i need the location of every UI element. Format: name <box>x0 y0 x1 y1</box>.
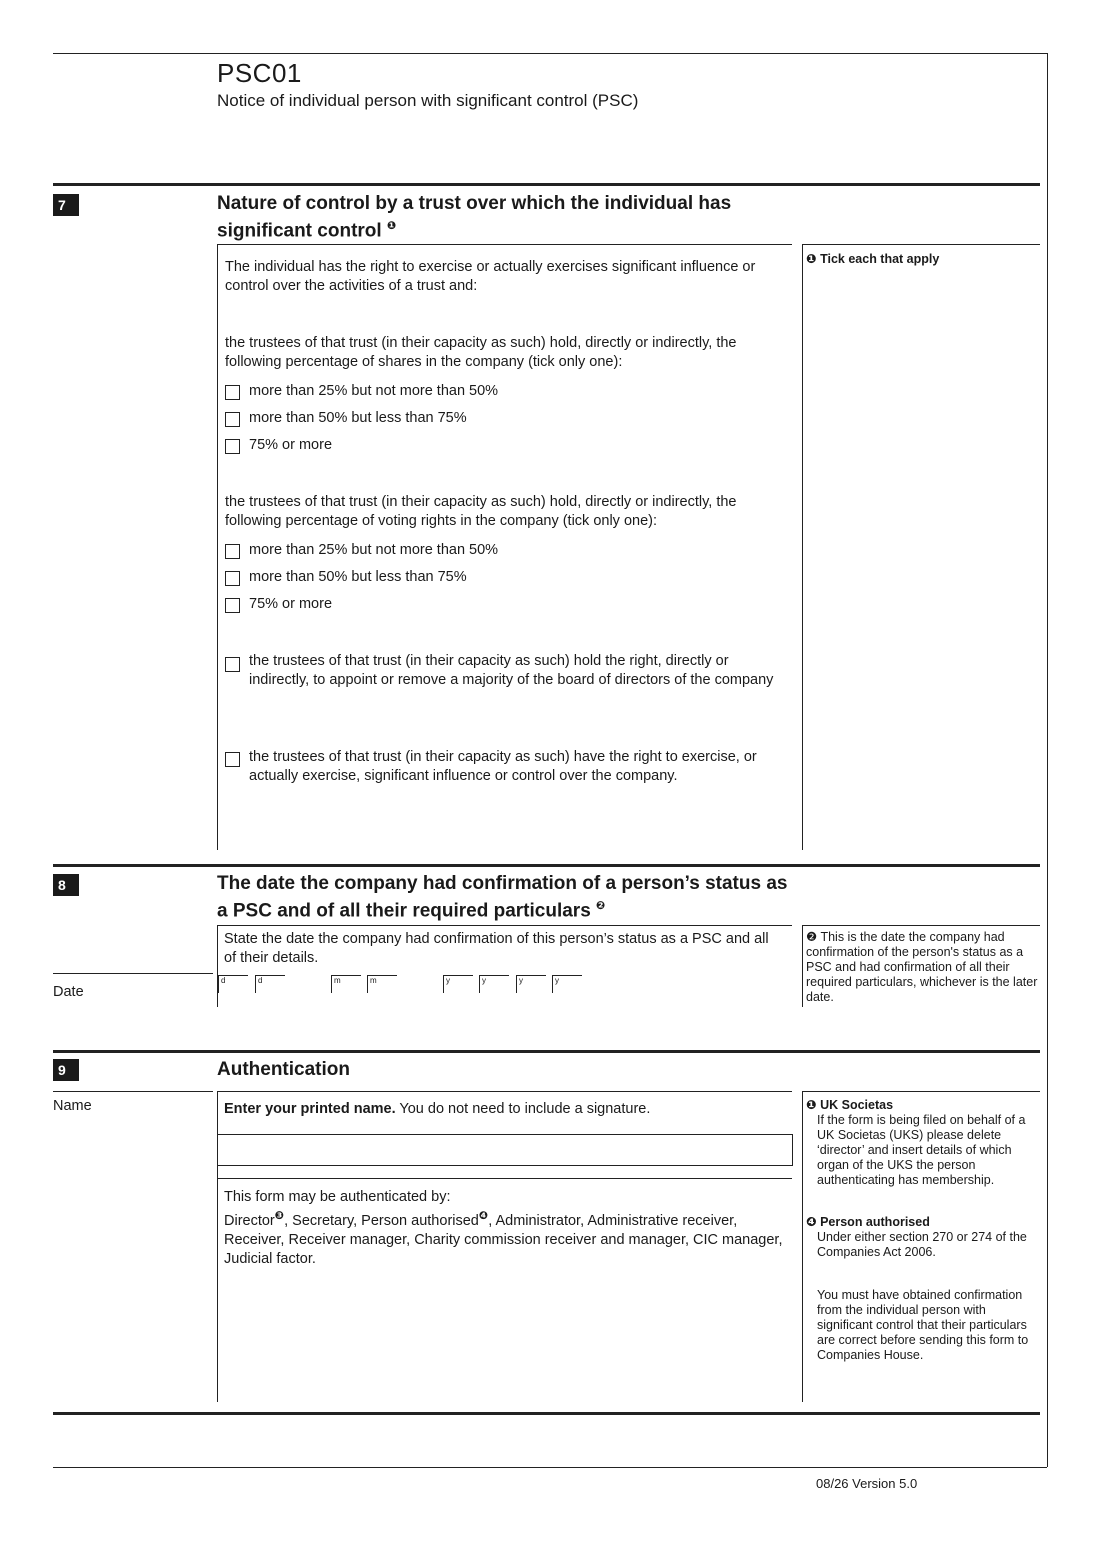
voting-75-plus-label: 75% or more <box>249 596 333 612</box>
voting-75-plus-checkbox[interactable] <box>225 598 240 613</box>
section-8-rule <box>53 864 1040 867</box>
section-8-number: 8 <box>53 874 79 896</box>
voting-50-75-checkbox[interactable] <box>225 571 240 586</box>
auth-list: Director$^❸$, Secretary, Person authorised$^❹$, Administrator, Administrative receiver, Receiver, Receiver manager, Charity commission receiver and manager, CIC manager, Judicial factor. <box>224 1210 783 1267</box>
date-day-1[interactable]: d <box>218 975 248 993</box>
section-7-content-rule <box>217 244 792 245</box>
date-year-2[interactable]: y <box>479 975 509 993</box>
section-8-note-rule <box>802 925 1040 926</box>
shares-50-75-label: more than 50% but less than 75% <box>249 410 467 426</box>
section-9-bottom-rule <box>53 1412 1040 1415</box>
date-label-rule <box>53 973 213 974</box>
section-8-note-border <box>802 925 803 1007</box>
section-8-side-note: ❷ This is the date the company had confirmation of the person's status as a PSC and had confirmation of all their required particulars, whichever is the later date. <box>806 930 1038 1004</box>
note-1-marker: ❶ <box>386 220 397 232</box>
voting-25-50-label: more than 25% but not more than 50% <box>249 542 499 558</box>
section-9-rule <box>53 1050 1040 1053</box>
section-7-title: Nature of control by a trust over which the individual has significant control $^❶$ <box>217 193 732 242</box>
auth-intro: This form may be authenticated by: <box>224 1189 451 1205</box>
right-rule <box>1047 53 1048 1467</box>
voting-50-75-label: more than 50% but less than 75% <box>249 569 467 585</box>
version-footer: 08/26 Version 5.0 <box>816 1476 918 1491</box>
bottom-rule <box>53 1467 1047 1468</box>
person-authorised-note: ❹ Person authorised Under either section 270 or 274 of the Companies Act 2006. <box>806 1215 1027 1259</box>
section-7-number: 7 <box>53 194 79 216</box>
name-label-rule <box>53 1091 213 1092</box>
section-8-instruction: State the date the company had confirmation of this person’s status as a PSC and all of their details. <box>224 931 769 966</box>
date-month-2[interactable]: m <box>367 975 397 993</box>
section-7-note-border <box>802 244 803 850</box>
voting-25-50-checkbox[interactable] <box>225 544 240 559</box>
section-7-note-rule <box>802 244 1040 245</box>
printed-name-input[interactable] <box>217 1134 793 1166</box>
significant-influence-label: the trustees of that trust (in their capacity as such) have the right to exercise, or actually exercise, significant influence or control over the company. <box>249 749 757 784</box>
section-9-note-rule <box>802 1091 1040 1092</box>
shares-50-75-checkbox[interactable] <box>225 412 240 427</box>
section-7-side-note: ❶ Tick each that apply <box>806 252 940 266</box>
uk-societas-note: ❶ UK Societas If the form is being filed on behalf of a UK Societas (UKS) please delete ‘director’ and insert details of which organ of the UKS the person authenticating has membership. <box>806 1098 1026 1187</box>
shares-75-plus-label: 75% or more <box>249 437 333 453</box>
section-9-title: Authentication <box>217 1059 350 1080</box>
section-9-note-border <box>802 1091 803 1402</box>
top-rule <box>53 53 1047 54</box>
section-8-title: The date the company had confirmation of a person’s status as a PSC and of all their required particulars $^❷$ <box>217 873 788 922</box>
note-2-marker: ❷ <box>596 900 606 912</box>
confirmation-note: You must have obtained confirmation from the individual person with significant control that their particulars are correct before sending this form to Companies House. <box>817 1288 1029 1362</box>
section-9-content-rule <box>217 1091 792 1092</box>
section-8-left-border <box>217 925 218 1007</box>
shares-25-50-label: more than 25% but not more than 50% <box>249 383 499 399</box>
section-8-content-rule <box>217 925 792 926</box>
form-code: PSC01 <box>217 58 302 88</box>
note-4-marker: ❹ <box>478 1210 489 1222</box>
note-3-marker: ❸ <box>274 1210 285 1222</box>
appoint-directors-checkbox[interactable] <box>225 657 240 672</box>
section-7-rule <box>53 183 1040 186</box>
date-year-4[interactable]: y <box>552 975 582 993</box>
date-month-1[interactable]: m <box>331 975 361 993</box>
form-title: Notice of individual person with significant control (PSC) <box>217 91 639 110</box>
voting-intro: the trustees of that trust (in their capacity as such) hold, directly or indirectly, the following percentage of voting rights in the company (tick only one): <box>225 494 737 529</box>
date-year-3[interactable]: y <box>516 975 546 993</box>
section-9-number: 9 <box>53 1059 79 1081</box>
name-label: Name <box>53 1098 92 1114</box>
section-7-left-border <box>217 244 218 850</box>
significant-influence-checkbox[interactable] <box>225 752 240 767</box>
shares-75-plus-checkbox[interactable] <box>225 439 240 454</box>
shares-intro: the trustees of that trust (in their capacity as such) hold, directly or indirectly, the following percentage of shares in the company (tick only one): <box>225 335 737 370</box>
appoint-directors-label: the trustees of that trust (in their capacity as such) hold the right, directly or indirectly, to appoint or remove a majority of the board of directors of the company <box>249 653 774 688</box>
name-instruction: Enter your printed name. You do not need to include a signature. <box>224 1101 651 1117</box>
date-label: Date <box>53 984 84 1000</box>
date-year-1[interactable]: y <box>443 975 473 993</box>
auth-rule <box>217 1178 792 1179</box>
shares-25-50-checkbox[interactable] <box>225 385 240 400</box>
date-day-2[interactable]: d <box>255 975 285 993</box>
section-7-intro: The individual has the right to exercise or actually exercises significant influence or control over the activities of a trust and: <box>225 259 756 294</box>
